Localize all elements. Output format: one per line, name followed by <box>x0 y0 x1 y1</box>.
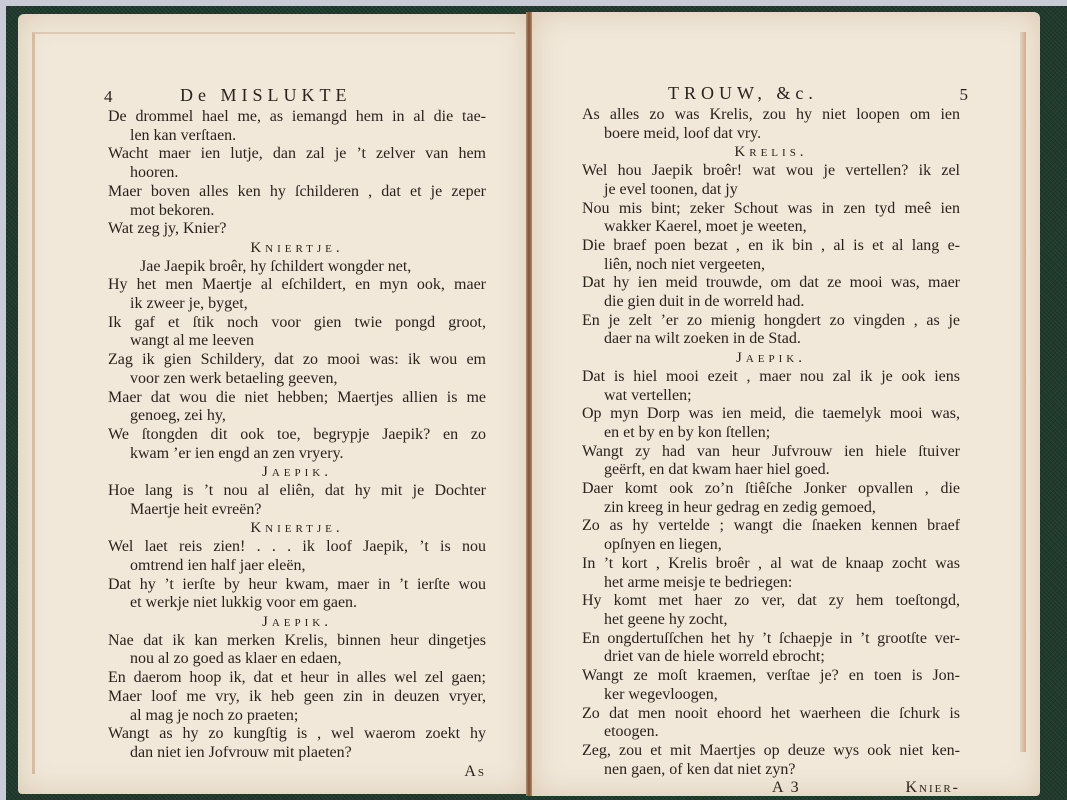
speaker-name: Krelis. <box>734 144 808 161</box>
text-line: Wangt zy had van heur Jufvrouw ien hiele ſtuiver <box>582 442 960 460</box>
text-line: Wacht maer ien lutje, dan zal je ’t zelver van hem <box>108 145 486 163</box>
text-line: Zo dat men nooit ehoord het waerheen die ſchurk is <box>582 704 960 722</box>
text-line: genoeg, zei hy, <box>130 407 226 425</box>
text-line: zin kreeg in heur gedrag en zedig gemoed, <box>604 498 876 516</box>
text-line: wangt al me leeven <box>130 332 254 350</box>
text-line: wakker Kaerel, moet je weeten, <box>604 218 807 236</box>
text-line: Dat hy ien meid trouwde, om dat ze mooi was, maer <box>582 274 960 292</box>
right-body <box>582 106 960 779</box>
catchword: Knier- <box>905 779 960 797</box>
text-line: opſnyen en liegen, <box>604 536 722 554</box>
right-page-text <box>582 83 968 798</box>
text-line: Wel laet reis zien! . . . ik loof Jaepik, ’t is nou <box>108 538 486 556</box>
text-line: Daer komt ook zo’n ſtiêſche Jonker opvallen , die <box>582 480 960 498</box>
right-catch-line <box>582 779 960 798</box>
text-line: Ik gaf et ſtik noch voor gien twie pongd groot, <box>108 313 486 331</box>
right-running-head <box>582 83 968 106</box>
text-line: En je zelt ’er zo mienig hongdert zo vingden , as je <box>582 311 960 329</box>
running-head-title: TROUW, &c. <box>668 83 818 103</box>
text-line: al mag je noch zo praeten; <box>130 706 299 724</box>
text-line: die gien duit in de worreld had. <box>604 293 805 311</box>
catchword: As <box>464 762 486 780</box>
right-page <box>532 12 1040 796</box>
text-line: Zo as hy vertelde ; wangt die ſnaeken kennen braef <box>582 517 960 535</box>
page-number: 4 <box>104 87 113 106</box>
text-line: Die braef poen bezat , en ik bin , al is et al lang e- <box>582 236 960 254</box>
page-number: 5 <box>959 85 968 104</box>
text-line: kwam ’er ien engd an zen vryery. <box>130 444 344 462</box>
text-line: je evel toonen, dat jy <box>604 180 738 198</box>
text-line: dan niet ien Jofvrouw mit plaeten? <box>130 743 352 761</box>
left-page <box>18 14 528 794</box>
text-line: Hy komt met haer zo ver, dat zy hem toeſtongd, <box>582 592 960 610</box>
text-line: Maer boven alles ken hy ſchilderen , dat et je zeper <box>108 182 486 200</box>
text-line: En ongdertuſſchen het hy ’t ſchaepje in ’t grootſte ver- <box>582 629 960 647</box>
text-line: Wangt ze moſt kraemen, verſtae je? en toen is Jon- <box>582 667 960 685</box>
text-line: Maertje heit evreën? <box>130 500 262 518</box>
text-line: Zag ik gien Schildery, dat zo mooi was: ik wou em <box>108 351 486 369</box>
speaker-name: Kniertje. <box>250 520 344 537</box>
text-line: daer na wilt zoeken in de Stad. <box>604 330 801 348</box>
text-line: Hy het men Maertje al eſchildert, en myn ook, maer <box>108 276 486 294</box>
text-line: et werkje niet lukkig voor em gaen. <box>130 594 358 612</box>
left-page-text <box>104 85 486 782</box>
text-line: We ſtongden dit ook toe, begrypje Jaepik? en zo <box>108 425 486 443</box>
text-line: en et by en by kon ſtellen; <box>604 423 771 441</box>
text-line: Dat hy ’t ierſte by heur kwam, maer in ’t ierſte wou <box>108 575 486 593</box>
text-line: Jae Jaepik broêr, hy ſchildert wongder net, <box>140 257 412 275</box>
text-line: liên, noch niet vergeeten, <box>604 255 765 273</box>
text-line: omtrend ien half jaer eleën, <box>130 556 306 574</box>
text-line: Wangt as hy zo kungſtig is , wel waerom zoekt hy <box>108 725 486 743</box>
text-line: Wel hou Jaepik broêr! wat wou je vertellen? ik zel <box>582 162 960 180</box>
text-line: Nae dat ik kan merken Krelis, binnen heur dingetjes <box>108 631 486 649</box>
signature-mark: A 3 <box>772 779 801 797</box>
text-line: etoogen. <box>604 723 659 741</box>
text-line: hooren. <box>130 164 179 182</box>
text-line: Wat zeg jy, Knier? <box>108 220 227 238</box>
text-line: driet van de hiele worreld ebrocht; <box>604 648 825 666</box>
text-line: mot bekoren. <box>130 201 215 219</box>
text-line: geërft, en dat kwam haer hiel goed. <box>604 461 830 479</box>
text-line: De drommel hael me, as iemangd hem in al die tae- <box>108 108 486 125</box>
text-line: Hoe lang is ’t nou al eliên, dat hy mit je Dochter <box>108 482 486 500</box>
text-line: het arme meisje te bedriegen: <box>604 573 793 591</box>
text-line: boere meid, loof dat vry. <box>604 124 762 142</box>
left-body <box>108 108 486 763</box>
text-line: nou al zo goed as klaer en edaen, <box>130 650 342 668</box>
text-line: het geene hy zocht, <box>604 610 728 628</box>
text-line: Op myn Dorp was ien meid, die taemelyk mooi was, <box>582 405 960 423</box>
text-line: En daerom hoop ik, dat et heur in alles wel zel gaen; <box>108 669 486 687</box>
left-catch-line <box>108 763 486 782</box>
running-head-title: De MISLUKTE <box>180 85 352 105</box>
speaker-name: Jaepik. <box>736 350 806 367</box>
text-line: voor zen werk betaeling geeven, <box>130 369 338 387</box>
text-line: Nou mis bint; zeker Schout was in zen tyd meê ien <box>582 199 960 217</box>
left-running-head <box>104 85 486 108</box>
text-line: nen gaen, of ken dat niet zyn? <box>604 760 796 778</box>
text-line: In ’t kort , Krelis broêr , al wat de knaap zocht was <box>582 554 960 572</box>
text-line: ker wegevloogen, <box>604 685 718 703</box>
text-line: ik zweer je, byget, <box>130 295 248 313</box>
text-line: Dat is hiel mooi ezeit , maer nou zal ik je ook iens <box>582 367 960 385</box>
speaker-name: Jaepik. <box>262 613 332 630</box>
text-line: len kan verſtaen. <box>130 126 237 144</box>
text-line: As alles zo was Krelis, zou hy niet loopen om ien <box>582 106 960 123</box>
speaker-name: Jaepik. <box>262 464 332 481</box>
text-line: Maer dat wou die niet hebben; Maertjes allien is me <box>108 388 486 406</box>
text-line: Maer loof me vry, ik heb geen zin in deuzen vryer, <box>108 687 486 705</box>
text-line: Zeg, zou et mit Maertjes op deuze wys ook niet ken- <box>582 741 960 759</box>
text-line: wat vertellen; <box>604 386 692 404</box>
speaker-name: Kniertje. <box>250 239 344 256</box>
